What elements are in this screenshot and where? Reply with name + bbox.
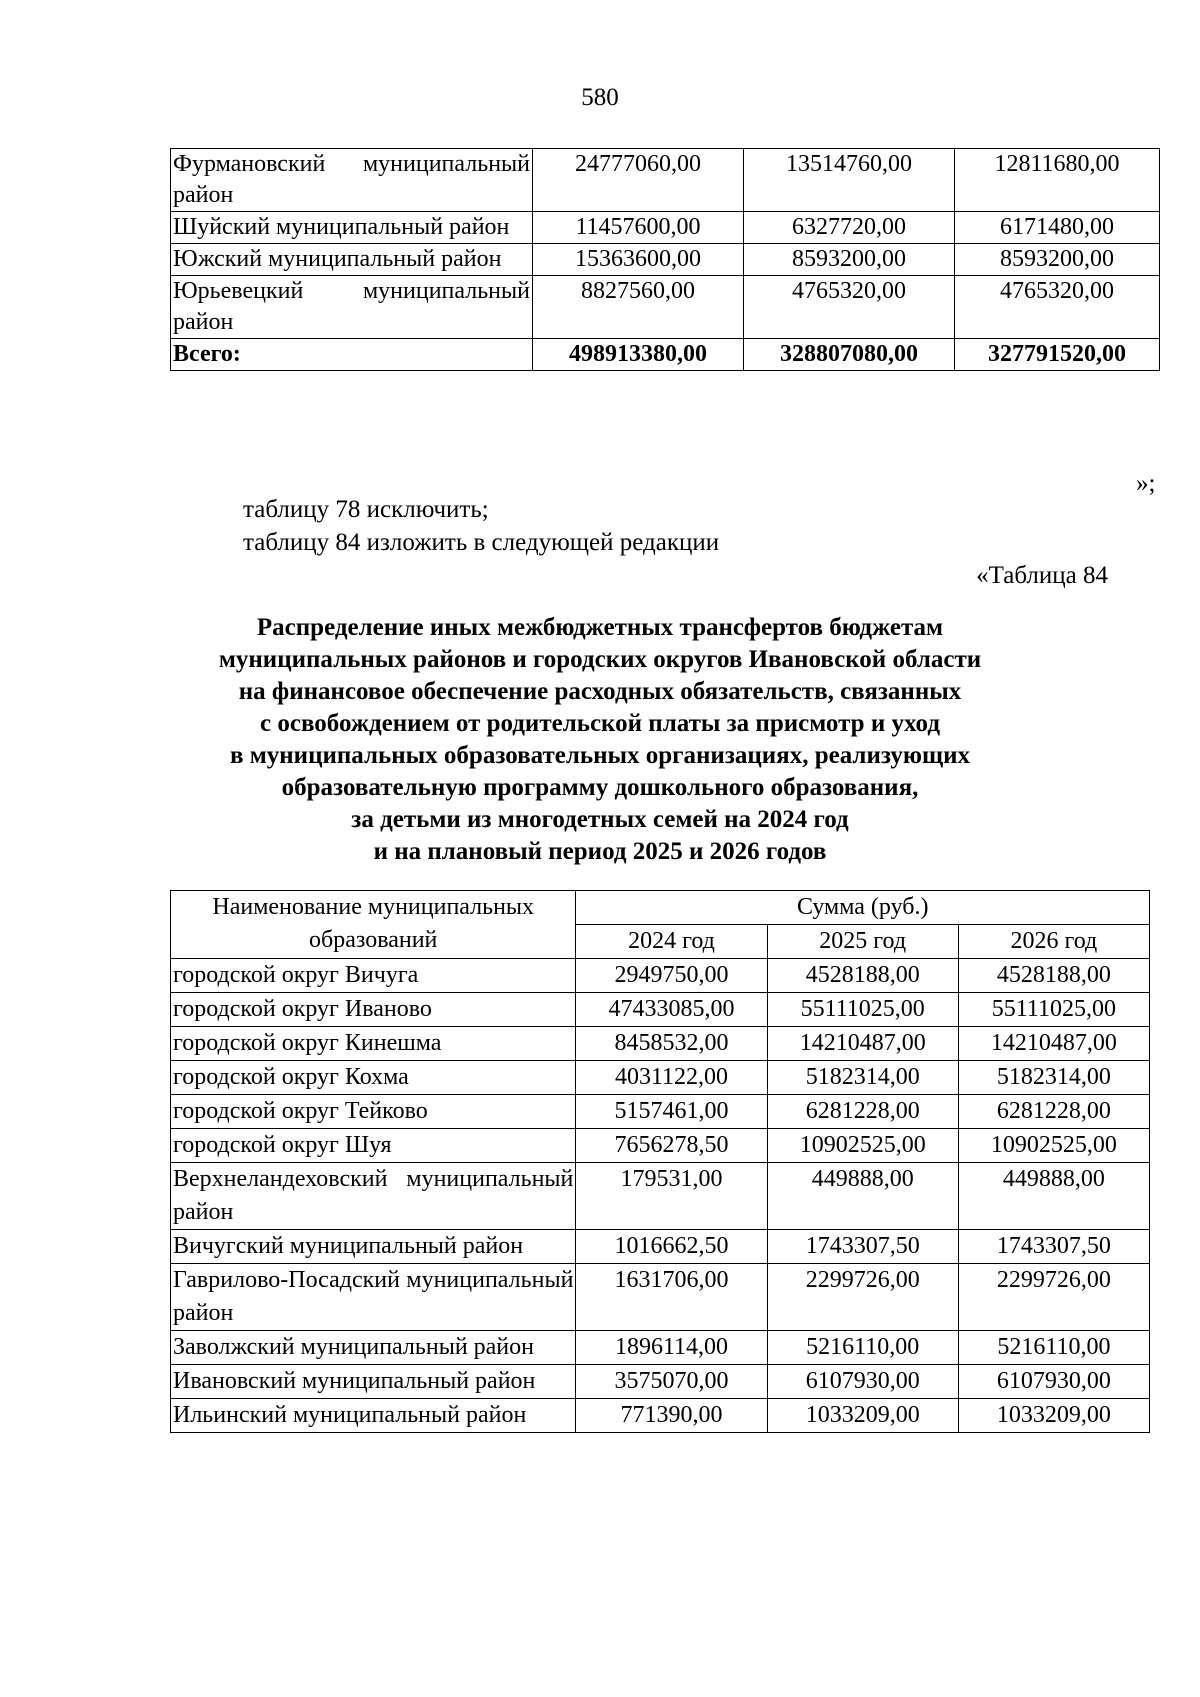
value-2024: 2949750,00 bbox=[576, 959, 767, 993]
header-row bbox=[171, 891, 1150, 925]
header-name: Наименование муниципальных образований bbox=[171, 891, 576, 959]
value-2025: 1033209,00 bbox=[767, 1399, 958, 1433]
value-2024: 179531,00 bbox=[576, 1163, 767, 1230]
total-2024: 498913380,00 bbox=[533, 339, 744, 371]
table-caption: «Таблица 84 bbox=[976, 562, 1108, 589]
value-2025: 4765320,00 bbox=[744, 276, 955, 339]
value-2024: 1896114,00 bbox=[576, 1331, 767, 1365]
header-year-2026: 2026 год bbox=[958, 925, 1149, 959]
value-2026: 14210487,00 bbox=[958, 1027, 1149, 1061]
table-row bbox=[171, 1095, 1150, 1129]
table-row bbox=[171, 1331, 1150, 1365]
value-2025: 8593200,00 bbox=[744, 244, 955, 276]
value-2026: 5182314,00 bbox=[958, 1061, 1149, 1095]
value-2024: 11457600,00 bbox=[533, 212, 744, 244]
value-2025: 5182314,00 bbox=[767, 1061, 958, 1095]
value-2024: 771390,00 bbox=[576, 1399, 767, 1433]
value-2026: 4765320,00 bbox=[955, 276, 1160, 339]
table-row bbox=[171, 1027, 1150, 1061]
heading-line: образовательную программу дошкольного образования, bbox=[281, 774, 919, 801]
value-2025: 1743307,50 bbox=[767, 1230, 958, 1264]
value-2026: 5216110,00 bbox=[958, 1331, 1149, 1365]
closing-quote: »; bbox=[1136, 470, 1156, 497]
row-name: Верхнеландеховский муниципальный район bbox=[171, 1163, 576, 1230]
value-2026: 10902525,00 bbox=[958, 1129, 1149, 1163]
table-row bbox=[171, 1230, 1150, 1264]
value-2024: 1631706,00 bbox=[576, 1264, 767, 1331]
value-2025: 55111025,00 bbox=[767, 993, 958, 1027]
value-2026: 449888,00 bbox=[958, 1163, 1149, 1230]
value-2024: 8827560,00 bbox=[533, 276, 744, 339]
table-row bbox=[171, 1129, 1150, 1163]
previous-table-continuation bbox=[170, 148, 1160, 371]
table-84 bbox=[170, 890, 1150, 1433]
value-2024: 47433085,00 bbox=[576, 993, 767, 1027]
total-row bbox=[171, 339, 1160, 371]
value-2026: 8593200,00 bbox=[955, 244, 1160, 276]
value-2024: 7656278,50 bbox=[576, 1129, 767, 1163]
header-year-2025: 2025 год bbox=[767, 925, 958, 959]
value-2026: 1743307,50 bbox=[958, 1230, 1149, 1264]
value-2024: 24777060,00 bbox=[533, 149, 744, 212]
row-name: Вичугский муниципальный район bbox=[171, 1230, 576, 1264]
heading-line: за детьми из многодетных семей на 2024 год bbox=[351, 806, 849, 833]
total-2025: 328807080,00 bbox=[744, 339, 955, 371]
value-2024: 15363600,00 bbox=[533, 244, 744, 276]
table-row bbox=[171, 244, 1160, 276]
value-2025: 449888,00 bbox=[767, 1163, 958, 1230]
value-2024: 3575070,00 bbox=[576, 1365, 767, 1399]
row-name: Южский муниципальный район bbox=[171, 244, 533, 276]
row-name: городской округ Кохма bbox=[171, 1061, 576, 1095]
paragraph-table-84-edit: таблицу 84 изложить в следующей редакции bbox=[243, 529, 720, 556]
total-label: Всего: bbox=[171, 339, 533, 371]
value-2025: 2299726,00 bbox=[767, 1264, 958, 1331]
value-2026: 6107930,00 bbox=[958, 1365, 1149, 1399]
heading-line: Распределение иных межбюджетных трансфертов бюджетам bbox=[256, 614, 944, 641]
value-2025: 6327720,00 bbox=[744, 212, 955, 244]
value-2024: 1016662,50 bbox=[576, 1230, 767, 1264]
row-name: городской округ Вичуга bbox=[171, 959, 576, 993]
value-2026: 12811680,00 bbox=[955, 149, 1160, 212]
table-row bbox=[171, 1163, 1150, 1230]
row-name: городской округ Кинешма bbox=[171, 1027, 576, 1061]
value-2025: 5216110,00 bbox=[767, 1331, 958, 1365]
value-2024: 8458532,00 bbox=[576, 1027, 767, 1061]
row-name: городской округ Тейково bbox=[171, 1095, 576, 1129]
row-name: Шуйский муниципальный район bbox=[171, 212, 533, 244]
heading-line: в муниципальных образовательных организациях, реализующих bbox=[229, 742, 970, 769]
row-name: Юрьевецкий муниципальный район bbox=[171, 276, 533, 339]
heading-line: муниципальных районов и городских округов Ивановской области bbox=[218, 646, 982, 673]
heading-line: и на плановый период 2025 и 2026 годов bbox=[373, 838, 827, 865]
row-name: Заволжский муниципальный район bbox=[171, 1331, 576, 1365]
table-row bbox=[171, 959, 1150, 993]
heading-line: на финансовое обеспечение расходных обязательств, связанных bbox=[238, 678, 962, 705]
row-name: Ивановский муниципальный район bbox=[171, 1365, 576, 1399]
value-2026: 6281228,00 bbox=[958, 1095, 1149, 1129]
value-2026: 6171480,00 bbox=[955, 212, 1160, 244]
table-row bbox=[171, 276, 1160, 339]
value-2026: 1033209,00 bbox=[958, 1399, 1149, 1433]
value-2026: 2299726,00 bbox=[958, 1264, 1149, 1331]
value-2025: 13514760,00 bbox=[744, 149, 955, 212]
heading-line: с освобождением от родительской платы за присмотр и уход bbox=[260, 710, 940, 737]
paragraph-exclude-table-78: таблицу 78 исключить; bbox=[243, 496, 489, 523]
value-2024: 4031122,00 bbox=[576, 1061, 767, 1095]
table-row bbox=[171, 149, 1160, 212]
value-2025: 6281228,00 bbox=[767, 1095, 958, 1129]
table-heading bbox=[150, 612, 1050, 868]
value-2025: 10902525,00 bbox=[767, 1129, 958, 1163]
header-sum: Сумма (руб.) bbox=[576, 891, 1150, 925]
value-2026: 55111025,00 bbox=[958, 993, 1149, 1027]
value-2025: 6107930,00 bbox=[767, 1365, 958, 1399]
value-2025: 14210487,00 bbox=[767, 1027, 958, 1061]
value-2025: 4528188,00 bbox=[767, 959, 958, 993]
row-name: городской округ Иваново bbox=[171, 993, 576, 1027]
header-year-2024: 2024 год bbox=[576, 925, 767, 959]
table-row bbox=[171, 1061, 1150, 1095]
table-row bbox=[171, 1399, 1150, 1433]
row-name: Фурмановский муниципальный район bbox=[171, 149, 533, 212]
row-name: городской округ Шуя bbox=[171, 1129, 576, 1163]
value-2026: 4528188,00 bbox=[958, 959, 1149, 993]
total-2026: 327791520,00 bbox=[955, 339, 1160, 371]
table-row bbox=[171, 1365, 1150, 1399]
table-row bbox=[171, 212, 1160, 244]
row-name: Гаврилово-Посадский муниципальный район bbox=[171, 1264, 576, 1331]
row-name: Ильинский муниципальный район bbox=[171, 1399, 576, 1433]
page-number: 580 bbox=[581, 84, 619, 111]
table-row bbox=[171, 1264, 1150, 1331]
table-row bbox=[171, 993, 1150, 1027]
value-2024: 5157461,00 bbox=[576, 1095, 767, 1129]
